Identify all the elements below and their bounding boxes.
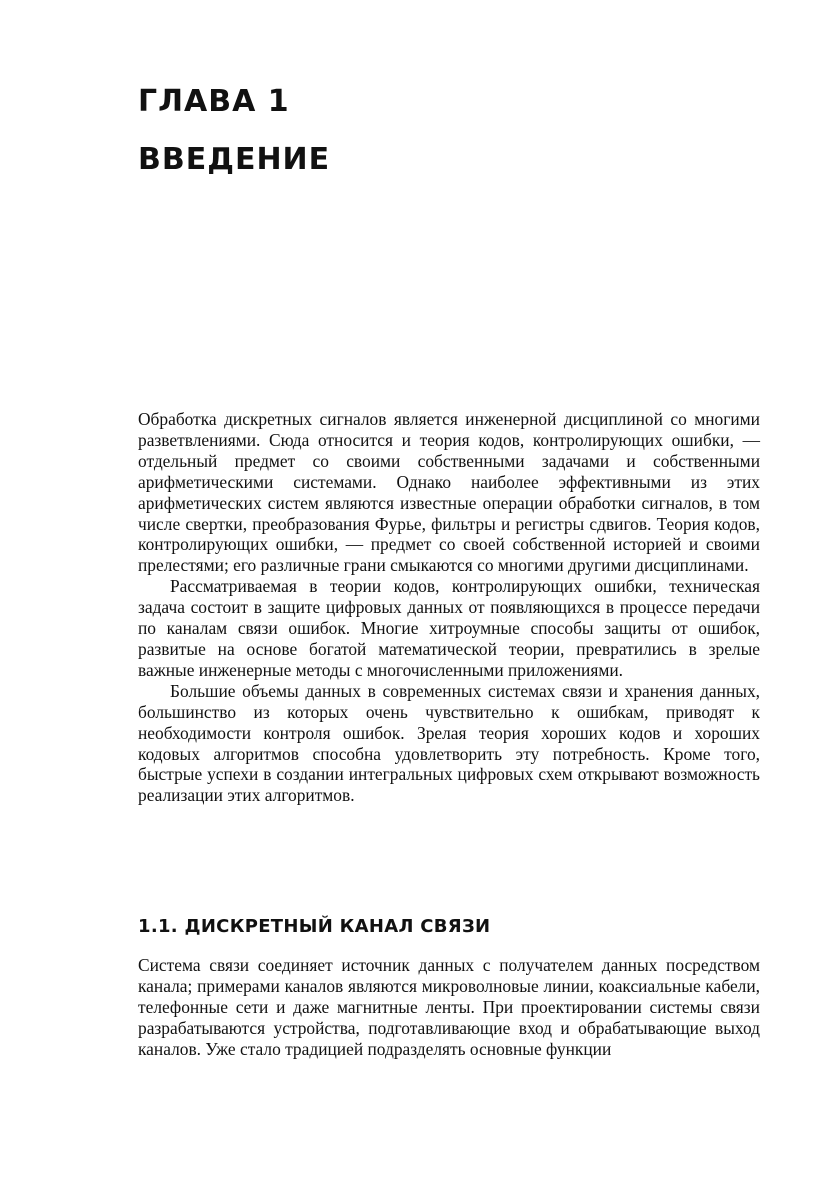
intro-paragraph-2: Рассматриваемая в теории кодов, контролирующих ошибки, техническая задача состоит в защите цифровых данных от появляющихся в процессе передачи по каналам связи ошибок. Многие хитроумные способы защиты от ошибок, развитые на основе богатой математической теории, превратились в зрелые важные инженерные методы с многочисленными приложениями.: [138, 576, 760, 680]
intro-text: [138, 409, 760, 806]
section-heading: 1.1. ДИСКРЕТНЫЙ КАНАЛ СВЯЗИ: [138, 916, 491, 937]
intro-paragraph-1: Обработка дискретных сигналов является инженерной дисциплиной со многими разветвлениями. Сюда относится и теория кодов, контролирующих ошибки, — отдельный предмет со своими собственными задачами и собственными арифметическими системами. Однако наиболее эффективными из этих арифметических систем являются известные операции обработки сигналов, в том числе свертки, преобразования Фурье, фильтры и регистры сдвигов. Теория кодов, контролирующих ошибки, — предмет со своей собственной историей и своими прелестями; его различные грани смыкаются со многими другими дисциплинами.: [138, 409, 760, 576]
section-text: [138, 955, 760, 1060]
section-paragraph-1: Система связи соединяет источник данных с получателем данных посредством канала; примерами каналов являются микроволновые линии, коаксиальные кабели, телефонные сети и даже магнитные ленты. При проектировании системы связи разрабатываются устройства, подготавливающие вход и обрабатывающие выход каналов. Уже стало традицией подразделять основные функции: [138, 955, 760, 1059]
chapter-number: ГЛАВА 1: [138, 84, 290, 119]
chapter-title: ВВЕДЕНИЕ: [138, 142, 331, 177]
intro-paragraph-3: Большие объемы данных в современных системах связи и хранения данных, большинство из которых очень чувствительно к ошибкам, приводят к необходимости контроля ошибок. Зрелая теория хороших кодов и хороших кодовых алгоритмов способна удовлетворить эту потребность. Кроме того, быстрые успехи в создании интегральных цифровых схем открывают возможность реализации этих алгоритмов.: [138, 680, 760, 806]
